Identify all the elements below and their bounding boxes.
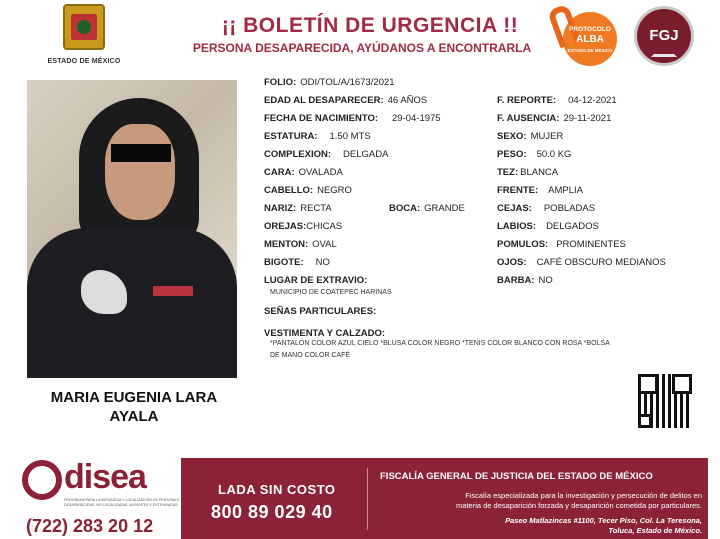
- value: OVAL: [312, 239, 337, 250]
- alba-line3: ESTADO DE MÉXICO: [567, 48, 613, 53]
- label: CABELLO:: [264, 185, 314, 196]
- label: EDAD AL DESAPARECER:: [264, 95, 384, 106]
- person-photo: [27, 80, 237, 378]
- privacy-bar: [111, 144, 171, 162]
- label: F. REPORTE:: [497, 95, 557, 106]
- fiscalia-title: FISCALÍA GENERAL DE JUSTICIA DEL ESTADO DE MÉXICO: [380, 471, 653, 482]
- address-line1: Paseo Matlazincas #1100, Tecer Piso, Col. La Teresona,: [505, 516, 702, 525]
- odisea-description: PROGRAMA PARA LA BÚSQUEDA Y LOCALIZACIÓN DE PERSONAS DESAPARECIDAS, NO LOCALIZADAS, AUSENTES Y EXTRAVIADAS: [64, 498, 179, 507]
- label: FRENTE:: [497, 185, 539, 196]
- label: F. AUSENCIA:: [497, 113, 560, 124]
- estado-label: ESTADO DE MÉXICO: [47, 58, 121, 65]
- field-vestimenta: [264, 328, 385, 339]
- location-pin-icon: [22, 460, 62, 500]
- lada-label: LADA SIN COSTO: [218, 482, 336, 497]
- photo-shirt: [27, 228, 237, 378]
- vestimenta-line1: *PANTALÓN COLOR AZUL CIELO *BLUSA COLOR NEGRO *TENIS COLOR BLANCO CON ROSA *BOLSA: [270, 340, 610, 347]
- field-pomulos: [497, 239, 626, 250]
- person-name: [27, 388, 241, 426]
- label: BARBA:: [497, 275, 535, 286]
- fiscalia-desc-line1: Fiscalía especializada para la investigación y persecución de delitos en: [465, 491, 702, 500]
- field-folio: [264, 77, 395, 88]
- protocolo-alba-logo: [553, 6, 621, 68]
- label: POMULOS:: [497, 239, 549, 250]
- address-line2: Toluca, Estado de México.: [608, 526, 702, 535]
- label: BOCA:: [389, 203, 421, 214]
- label: FOLIO:: [264, 77, 297, 88]
- label: PESO:: [497, 149, 527, 160]
- value: MUJER: [530, 131, 564, 142]
- value: CAFÉ OBSCURO MEDIANOS: [536, 257, 666, 268]
- field-tez: [497, 167, 558, 178]
- field-labios: [497, 221, 599, 232]
- value: 29-04-1975: [392, 113, 441, 124]
- value: 29-11-2021: [563, 113, 612, 124]
- fgj-arc-icon: [651, 47, 677, 57]
- field-menton: [264, 239, 337, 250]
- field-senas: [264, 306, 376, 317]
- label: OJOS:: [497, 257, 527, 268]
- odisea-logo: [20, 458, 180, 538]
- value: OVALADA: [298, 167, 343, 178]
- fgj-logo: [634, 6, 694, 66]
- label: BIGOTE:: [264, 257, 304, 268]
- field-barba: [497, 275, 553, 286]
- field-cabello: [264, 185, 352, 196]
- page-subtitle: PERSONA DESAPARECIDA, AYÚDANOS A ENCONTRARLA: [192, 41, 532, 55]
- field-boca: [389, 203, 465, 214]
- field-cara: [264, 167, 343, 178]
- fiscalia-address: [420, 516, 702, 536]
- value: CHICAS: [306, 221, 343, 232]
- label: OREJAS:: [264, 221, 307, 232]
- photo-shirt-logo: [153, 286, 193, 296]
- value: NO: [538, 275, 553, 286]
- label: ESTATURA:: [264, 131, 318, 142]
- field-bigote: [264, 257, 330, 268]
- value: 50.0 KG: [536, 149, 572, 160]
- field-cejas: [497, 203, 595, 214]
- field-nariz: [264, 203, 332, 214]
- name-line2: AYALA: [109, 408, 159, 425]
- fiscalia-description: [420, 491, 702, 511]
- label: SEÑAS PARTICULARES:: [264, 306, 377, 317]
- value: DELGADOS: [546, 221, 599, 232]
- fgj-label: FGJ: [649, 27, 679, 44]
- value: DELGADA: [343, 149, 389, 160]
- alba-line2: ALBA: [576, 34, 604, 45]
- page-title: ¡¡ BOLETÍN DE URGENCIA !!: [221, 14, 519, 37]
- label: MENTON:: [264, 239, 309, 250]
- footer-divider: [367, 468, 368, 530]
- coat-of-arms-icon: [63, 4, 105, 50]
- value: RECTA: [300, 203, 332, 214]
- qr-finder: [638, 414, 652, 428]
- label: CARA:: [264, 167, 295, 178]
- value: NEGRO: [317, 185, 352, 196]
- value: BLANCA: [520, 167, 559, 178]
- odisea-word: disea: [64, 458, 146, 496]
- field-peso: [497, 149, 571, 160]
- value: NO: [315, 257, 330, 268]
- value: 1.50 MTS: [329, 131, 371, 142]
- field-orejas: [264, 221, 342, 232]
- field-lugar-extravio: [264, 275, 367, 286]
- value: 46 AÑOS: [387, 95, 428, 106]
- value: AMPLIA: [548, 185, 584, 196]
- label: CEJAS:: [497, 203, 532, 214]
- field-f-ausencia: [497, 113, 611, 124]
- fiscalia-desc-line2: materia de desaparición forzada y desaparición cometida por particulares.: [456, 501, 702, 510]
- estado-de-mexico-logo: [44, 4, 124, 68]
- field-estatura: [264, 131, 371, 142]
- field-sexo: [497, 131, 563, 142]
- label: SEXO:: [497, 131, 527, 142]
- label: TEZ:: [497, 167, 519, 178]
- label: FECHA DE NACIMIENTO:: [264, 113, 378, 124]
- alba-line1: PROTOCOLO: [569, 26, 611, 33]
- field-f-reporte: [497, 95, 617, 106]
- label: LUGAR DE EXTRAVIO:: [264, 275, 368, 286]
- qr-code-icon[interactable]: [638, 374, 692, 428]
- value: POBLADAS: [543, 203, 596, 214]
- value: 04-12-2021: [568, 95, 617, 106]
- field-frente: [497, 185, 583, 196]
- odisea-phone[interactable]: (722) 283 20 12: [26, 516, 154, 536]
- field-ojos: [497, 257, 666, 268]
- photo-face: [105, 124, 175, 220]
- label: NARIZ:: [264, 203, 297, 214]
- value: PROMINENTES: [556, 239, 626, 250]
- field-edad: [264, 95, 427, 106]
- label: VESTIMENTA Y CALZADO:: [264, 328, 386, 339]
- label: LABIOS:: [497, 221, 537, 232]
- field-complexion: [264, 149, 388, 160]
- lugar-extravio-value: MUNICIPIO DE COATEPEC HARINAS: [270, 289, 392, 296]
- value: GRANDE: [424, 203, 465, 214]
- label: COMPLEXION:: [264, 149, 332, 160]
- field-fecha-nacimiento: [264, 113, 441, 124]
- name-line1: MARIA EUGENIA LARA: [50, 389, 218, 406]
- lada-number[interactable]: 800 89 029 40: [211, 502, 333, 522]
- vestimenta-line2: DE MANO COLOR CAFÉ: [270, 352, 351, 359]
- value: ODI/TOL/A/1673/2021: [300, 77, 395, 88]
